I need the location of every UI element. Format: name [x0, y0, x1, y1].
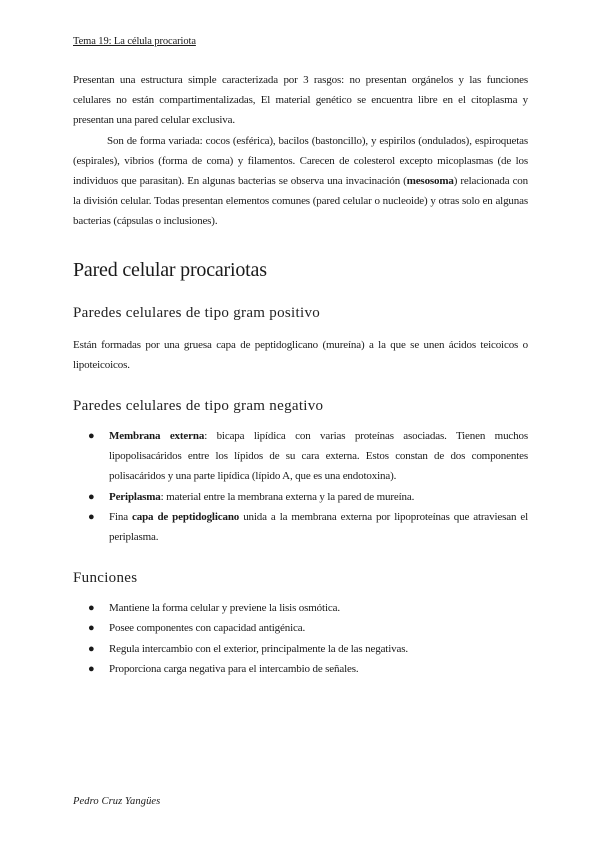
intro-paragraph-1: Presentan una estructura simple caracterizada por 3 rasgos: no presentan orgánelos y las funciones celulares no están compartimentalizadas, El material genético se encuentra libre en el citoplasma y presentan una pared celular exclusiva.: [73, 74, 528, 127]
bullet-icon: ●: [88, 622, 95, 635]
list-item-text: Proporciona carga negativa para el intercambio de señales.: [109, 662, 359, 675]
list-item: [73, 618, 528, 638]
list-item: [73, 487, 528, 507]
gram-positive-heading: Paredes celulares de tipo gram positivo: [73, 304, 321, 321]
funciones-list: [73, 598, 528, 679]
gram-negative-list: [73, 426, 528, 547]
bullet-icon: ●: [88, 510, 95, 523]
page-header-title: Tema 19: La célula procariota: [73, 36, 196, 47]
page-footer-author: Pedro Cruz Yangües: [73, 796, 161, 807]
list-item-text: Mantiene la forma celular y previene la lisis osmótica.: [109, 602, 340, 615]
list-item-text: Regula intercambio con el exterior, principalmente la de las negativas.: [109, 642, 408, 655]
list-item-text: : material entre la membrana externa y la pared de mureína.: [160, 490, 415, 503]
funciones-heading: Funciones: [73, 570, 138, 587]
bullet-icon: ●: [88, 662, 95, 675]
section-title: Pared celular procariotas: [73, 258, 267, 281]
intro-p2-text-b: ) relacionada con la división celular. Todas presentan elementos comunes (pared celular o nucleoide) y otras solo en algunas bacterias (cápsulas o inclusiones).: [73, 175, 529, 228]
list-item-bold-term: Periplasma: [109, 490, 161, 503]
intro-p2-bold-term: mesosoma: [406, 175, 454, 188]
list-item: [73, 598, 528, 618]
gram-negative-heading: Paredes celulares de tipo gram negativo: [73, 398, 324, 415]
bullet-icon: ●: [88, 642, 95, 655]
gram-positive-paragraph: Están formadas por una gruesa capa de peptidoglicano (mureína) a la que se unen ácidos teicoicos o lipoteicoicos.: [73, 338, 528, 371]
bullet-icon: ●: [88, 602, 95, 615]
list-item-text: unida a la membrana externa por lipoproteínas que atraviesan el periplasma.: [109, 510, 528, 544]
list-item: [73, 507, 528, 547]
bullet-icon: ●: [88, 490, 95, 503]
bullet-icon: ●: [88, 430, 95, 443]
list-item: [73, 426, 528, 487]
intro-p2-text-a: Son de forma variada: cocos (esférica), bacilos (bastoncillo), y espirilos (ondulados), espiroquetas (espirales), vibrios (forma de coma) y filamentos. Carecen de colesterol excepto micoplasmas (de los individuos que parasitan). En algunas bacterias se observa una invacinación (: [73, 134, 528, 188]
document-body: [73, 70, 528, 679]
list-item: [73, 659, 528, 679]
list-item: [73, 639, 528, 659]
list-item-prefix: Fina: [109, 510, 132, 523]
list-item-text: : bicapa lipídica con varias proteínas asociadas. Tienen muchos lipopolisacáridos entre los lípidos de su cara externa. Estos constan de dos componentes polisacáridos y una parte lipídica (lípido A, que es una endotoxina).: [109, 430, 528, 483]
intro-paragraph-2: [73, 131, 528, 232]
list-item-bold-term: capa de peptidoglicano: [132, 510, 240, 523]
list-item-text: Posee componentes con capacidad antigénica.: [109, 622, 306, 635]
list-item-bold-term: Membrana externa: [109, 430, 205, 443]
